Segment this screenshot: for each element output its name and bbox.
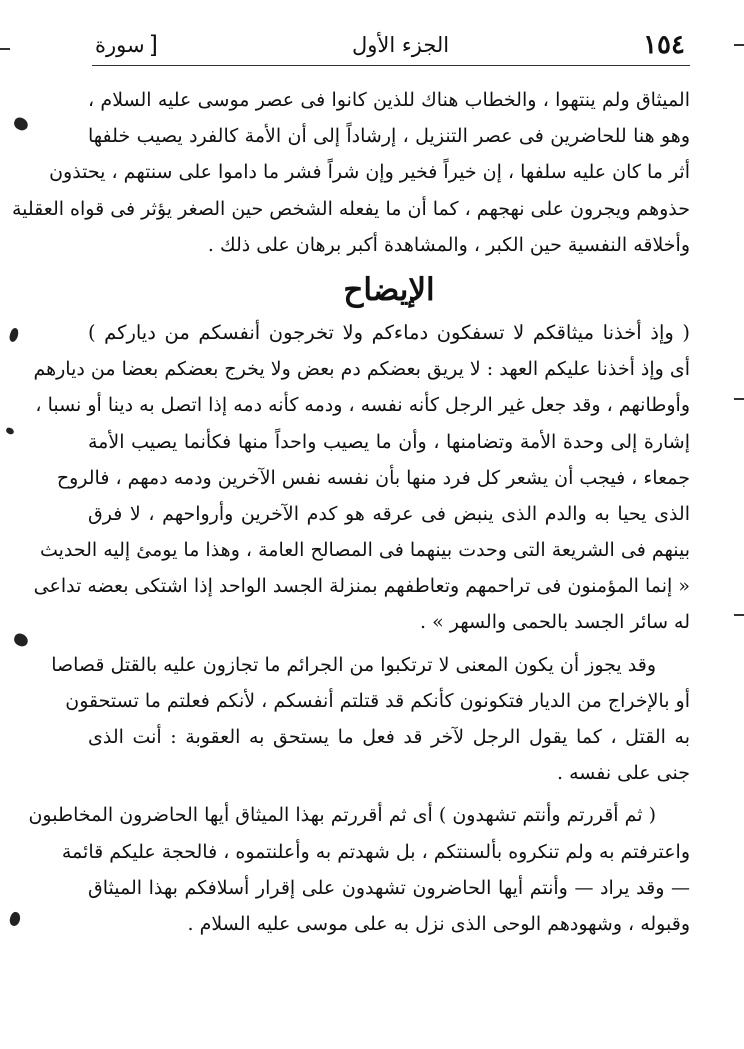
text-line: وهو هنا للحاضرين فى عصر التنزيل ، إرشاداً إلى أن الأمة كالفرد يصيب خلفها [88, 125, 690, 148]
text-line: أثر ما كان عليه سلفها ، إن خيراً فخير وإن شراً فشر ما داموا على سنتهم ، يحتذون [49, 161, 690, 184]
header-rule [92, 65, 690, 66]
text-line: — وقد يراد — وأنتم أيها الحاضرون تشهدون على إقرار أسلافكم بهذا الميثاق [88, 876, 690, 899]
text-line: أو بالإخراج من الديار فتكونون كأنكم قد قتلتم أنفسكم ، لأنكم فعلتم ما تستحقون [65, 689, 690, 712]
text-line: وأوطانهم ، وقد جعل غير الرجل كأنه نفسه ، ودمه كأنه دمه إذا اتصل به دينا أو نسبا ، [35, 394, 690, 417]
text-line: له سائر الجسد بالحمى والسهر » . [420, 611, 690, 634]
paragraph-testimony [28, 797, 690, 942]
ink-blot-mark [12, 116, 29, 132]
text-line: وأخلاقه النفسية حين الكبر ، والمشاهدة أكبر برهان على ذلك . [207, 233, 690, 256]
text-line: بينهم فى الشريعة التى وحدت بينهما فى المصالح العامة ، وهذا ما يومئ إليه الحديث [39, 539, 690, 562]
page-header [95, 30, 685, 60]
surah-label-text: سورة [95, 33, 145, 57]
text-line: إشارة إلى وحدة الأمة وتضامنها ، وأن ما يصيب واحداً منها فكأنما يصيب الأمة [88, 430, 690, 453]
text-line: « إنما المؤمنون فى تراحمهم وتعاطفهم بمنزلة الجسد الواحد إذا اشتكى بعضه تداعى [33, 575, 690, 598]
edge-dash-mark [734, 398, 744, 400]
text-line: جمعاء ، فيجب أن يشعر كل فرد منها بأن نفسه نفس الآخرين ودمه دمهم ، فالروح [56, 466, 690, 489]
paragraph-alternative-meaning [51, 647, 690, 792]
page-number: ١٥٤ [643, 30, 685, 60]
page-body [11, 82, 690, 942]
verse-quote: ( وإذ أخذنا ميثاقكم لا تسفكون دماءكم ولا تخرجون أنفسكم من دياركم ) [88, 320, 690, 344]
text-line: ( ثم أقررتم وأنتم تشهدون ) أى ثم أقررتم بهذا الميثاق أيها الحاضرون المخاطبون [28, 804, 656, 827]
part-title: الجزء الأول [351, 33, 450, 57]
ink-blot-mark [8, 327, 20, 343]
bracket-glyph: [ [148, 31, 158, 59]
paragraph-context [11, 82, 690, 263]
text-line: وقبوله ، وشهودهم الوحى الذى نزل به على موسى عليه السلام . [187, 912, 690, 935]
text-line: حذوهم ويجرون على نهجهم ، كما أن ما يفعله الشخص حين الصغر يؤثر فى قواه العقلية [11, 197, 690, 220]
ink-blot-mark [5, 427, 15, 435]
edge-dash-mark [734, 614, 744, 616]
ink-blot-mark [12, 632, 29, 648]
text-line: به القتل ، كما يقول الرجل لآخر قد فعل ما يستحق به العقوبة : أنت الذى [88, 726, 690, 748]
ink-blot-mark [8, 911, 22, 928]
text-line: الذى يحيا به والدم الذى ينبض فى عرقه هو كدم الآخرين وأرواحهم ، لا فرق [88, 502, 690, 525]
edge-dash-mark [0, 48, 10, 50]
surah-label [95, 31, 158, 59]
text-line: جنى على نفسه . [557, 762, 690, 785]
text-line: وقد يجوز أن يكون المعنى لا ترتكبوا من الجرائم ما تجازون عليه بالقتل قصاصا [51, 653, 656, 676]
paragraph-explanation [33, 351, 690, 641]
text-line: واعترفتم به ولم تنكروه بألسنتكم ، بل شهدتم به وأعلنتموه ، فالحجة عليكم قائمة [61, 840, 690, 863]
text-line: الميثاق ولم ينتهوا ، والخطاب هناك للذين كانوا فى عصر موسى عليه السلام ، [88, 89, 690, 111]
edge-dash-mark [734, 44, 744, 46]
text-line: أى وإذ أخذنا عليكم العهد : لا يريق بعضكم دم بعض ولا يخرج بعضكم بعضا من ديارهم [33, 358, 690, 381]
section-heading: الإيضاح [343, 271, 435, 308]
